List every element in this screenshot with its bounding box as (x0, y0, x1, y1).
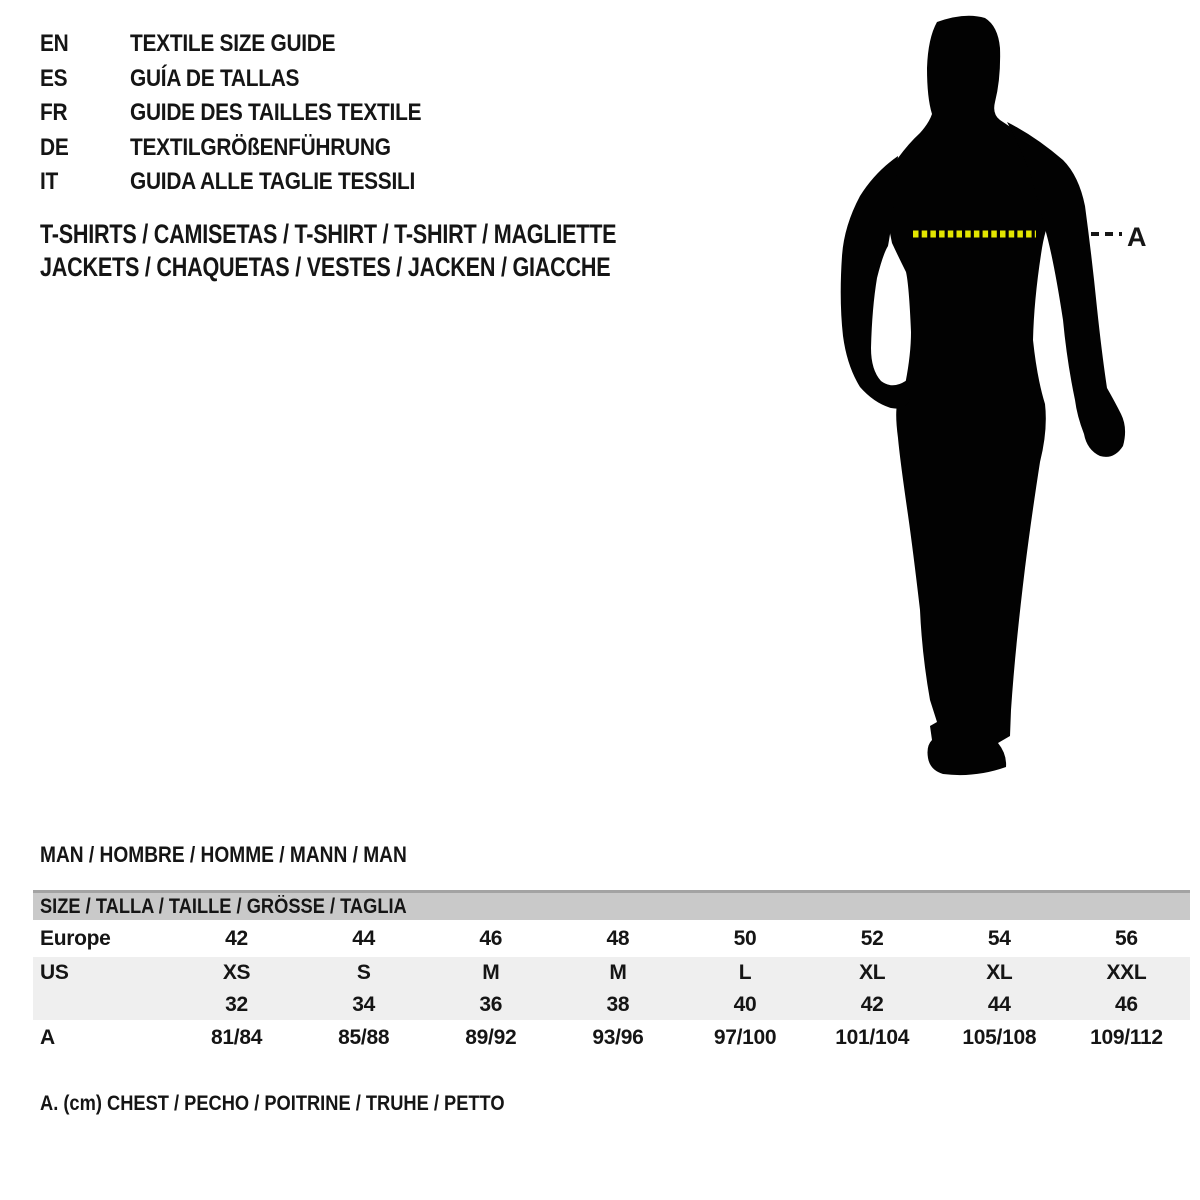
language-row (40, 27, 465, 62)
size-table-row (33, 957, 1190, 989)
size-cell: 38 (606, 992, 630, 1016)
size-cell: 44 (987, 992, 1011, 1016)
language-list (40, 27, 465, 200)
size-cell: L (738, 961, 752, 984)
size-cell: 85/88 (338, 1025, 390, 1049)
size-cell: 101/104 (835, 1025, 910, 1049)
size-table (33, 890, 1190, 1055)
language-title: GUIDA ALLE TAGLIE TESSILI (130, 168, 416, 195)
section-heading-text: MAN / HOMBRE / HOMME / MANN / MAN (40, 842, 407, 867)
size-cell: 52 (860, 926, 884, 950)
size-cell: M (609, 961, 627, 984)
size-cell: 40 (733, 992, 757, 1016)
size-table-header-text: SIZE / TALLA / TAILLE / GRÖSSE / TAGLIA (40, 894, 407, 918)
size-cell: 44 (352, 926, 376, 950)
size-cell: 89/92 (465, 1025, 517, 1049)
size-cell: 54 (987, 926, 1011, 950)
size-cell: 50 (733, 926, 757, 950)
language-code: EN (40, 30, 69, 57)
language-row (40, 96, 465, 131)
man-body (888, 16, 1077, 775)
category-line-tshirts: T-SHIRTS / CAMISETAS / T-SHIRT / T-SHIRT / MAGLIETTE (40, 219, 617, 249)
size-cell: M (482, 961, 500, 984)
size-cell: 36 (479, 992, 503, 1016)
size-cell: XL (859, 961, 886, 984)
size-table-row (33, 1020, 1190, 1055)
size-table-header (33, 890, 1190, 920)
language-code: ES (40, 64, 68, 92)
category-line-jackets: JACKETS / CHAQUETAS / VESTES / JACKEN / GIACCHE (40, 252, 611, 282)
size-cell: 105/108 (962, 1025, 1037, 1049)
size-cell: XXL (1106, 961, 1147, 984)
size-cell: 109/112 (1090, 1025, 1163, 1049)
size-cell: 42 (860, 992, 884, 1016)
size-cell: 34 (352, 992, 376, 1016)
size-cell: 48 (606, 926, 630, 950)
size-cell: XS (222, 961, 251, 984)
size-cell: 93/96 (592, 1025, 644, 1049)
size-cell: 46 (1115, 992, 1138, 1016)
language-title: GUIDE DES TAILLES TEXTILE (130, 99, 422, 126)
section-heading (40, 842, 462, 868)
language-title: TEXTILGRÖßENFÜHRUNG (130, 133, 391, 161)
measure-label-a: A (1127, 222, 1147, 252)
size-cell: 46 (479, 926, 503, 950)
size-cell: 56 (1115, 926, 1138, 950)
size-row-label: Europe (40, 926, 111, 950)
language-title: GUÍA DE TALLAS (130, 64, 300, 92)
language-code: DE (40, 133, 69, 161)
size-table-row (33, 920, 1190, 957)
size-cell: XL (986, 961, 1013, 984)
language-title: TEXTILE SIZE GUIDE (130, 30, 336, 57)
size-row-label: A (40, 1025, 55, 1049)
language-row (40, 165, 465, 200)
language-code: FR (40, 99, 68, 126)
measurement-footnote-text: A. (cm) CHEST / PECHO / POITRINE / TRUHE / PETTO (40, 1092, 505, 1115)
size-cell: 42 (225, 926, 248, 950)
size-row-label: US (40, 961, 69, 984)
size-table-body (33, 920, 1190, 1055)
language-code: IT (40, 168, 59, 195)
size-cell: S (356, 961, 371, 984)
size-table-row (33, 989, 1190, 1020)
language-row (40, 62, 465, 97)
size-cell: 97/100 (713, 1025, 777, 1049)
size-cell: 32 (225, 992, 248, 1016)
man-silhouette-graphic (835, 10, 1155, 790)
category-heading (40, 218, 760, 284)
figure (835, 10, 1155, 790)
measurement-footnote (40, 1092, 574, 1116)
size-cell: 81/84 (211, 1025, 263, 1049)
language-row (40, 131, 465, 166)
